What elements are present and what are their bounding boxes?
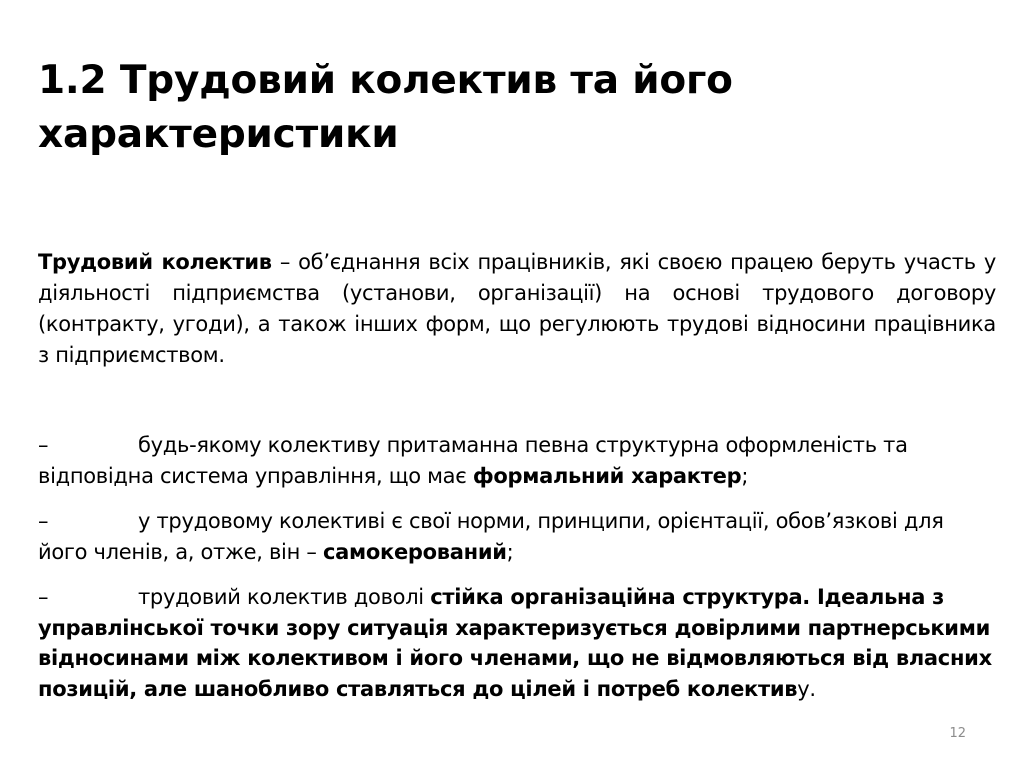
slide-title: 1.2 Трудовий колектив та його характеристики xyxy=(38,58,733,157)
bullet-text-end: ; xyxy=(741,463,749,488)
definition-paragraph xyxy=(38,247,996,371)
bullet-text: трудовий колектив доволі xyxy=(138,585,431,609)
bullet-item-formal xyxy=(38,430,996,491)
bullet-text-end: у. xyxy=(797,676,816,701)
page-number: 12 xyxy=(949,726,966,741)
bullet-dash: – xyxy=(38,509,49,533)
bullet-dash: – xyxy=(38,433,49,457)
bullet-dash: – xyxy=(38,585,49,609)
bullet-text-end: ; xyxy=(506,539,514,564)
definition-term: Трудовий колектив xyxy=(38,250,272,274)
definition-text: – об’єднання всіх працівників, які своєю працею беруть участь у діяльності підприємства (установи, організації) на основі трудового договору (контракту, угоди), а також інших форм, що регулюють трудові відносини працівника з підприємством. xyxy=(38,250,997,367)
bullet-emphasis: самокерований xyxy=(322,539,507,564)
bullet-text: у трудовому колективі є свої норми, принципи, орієнтації, обов’язкові для його членів, а, отже, він – xyxy=(38,509,944,564)
bullet-item-stable-structure xyxy=(38,582,996,704)
bullet-item-self-managed xyxy=(38,506,996,567)
bullet-emphasis: стійка організаційна структура. Ідеальна з управлінської точки зору ситуація характеризується довірлими партнерськими відносинами між колективом і його членами, що не відмовляються від власних позицій, але шанобливо ставляться до цілей і потреб колектив xyxy=(38,585,992,701)
bullet-emphasis: формальний характер xyxy=(472,463,742,488)
bullet-text: будь-якому колективу притаманна певна структурна оформленість та відповідна система управління, що має xyxy=(38,433,908,488)
